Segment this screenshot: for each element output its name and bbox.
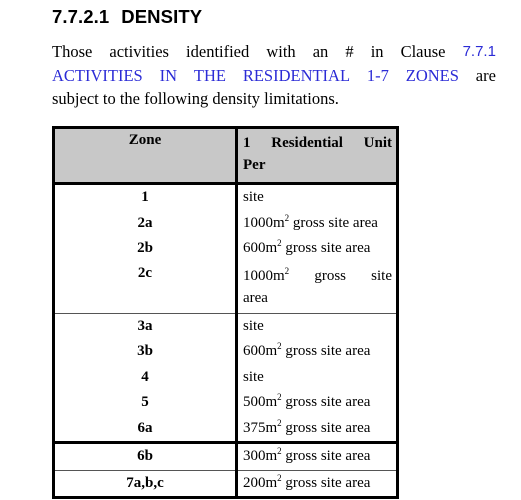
clause-title-link-word[interactable]: RESIDENTIAL [242,65,351,85]
section-number: 7.7.2.1 [52,6,110,27]
intro-paragraph [52,40,496,111]
unit-cell: site [237,184,398,211]
unit-cell: site [243,368,264,385]
unit-cell: $200m^2$ gross site area [237,470,398,498]
zone-cell: 2a [54,211,237,237]
table-row [54,443,398,471]
zone-cell: 3b [54,339,237,365]
zone-cell: 4 [54,365,237,391]
unit-cell: $600m^2$ gross site area [243,341,371,360]
unit-cell: $1000m^2$ gross site area [243,265,392,306]
clause-title-link-word[interactable]: IN [159,65,178,85]
clause-title-link-word[interactable]: 1-7 [366,65,389,85]
zone-cell: 3a [54,313,237,339]
unit-cell: $600m^2$ gross site area [243,238,371,257]
unit-cell: $500m^2$ gross site area [243,392,371,411]
zone-cell: 2c [54,262,237,314]
unit-cell: $300m^2$ gross site area [237,443,398,471]
density-table [52,126,399,499]
table-row [54,211,398,237]
table-row [54,416,398,443]
section-title: DENSITY [121,6,203,27]
clause-reference-link[interactable]: 7.7.1 [462,43,496,60]
intro-line-2: ACTIVITIES IN THE RESIDENTIAL 1-7 ZONES are [52,64,496,88]
table-row [54,184,398,211]
zone-cell: 7a,b,c [54,470,237,498]
unit-column-header: 1 Residential Unit Per [237,128,398,184]
table-row [54,313,398,339]
intro-line-1: Those activities identified with an # in Clause 7.7.1 [52,40,496,64]
zone-cell: 6b [54,443,237,471]
clause-title-link-word[interactable]: THE [193,65,226,85]
zone-cell: 2b [54,236,237,262]
zone-cell: 5 [54,390,237,416]
zone-column-header: Zone [54,128,237,184]
intro-line-3: subject to the following density limitations. [52,89,339,108]
unit-cell: $1000m^2$ gross site area [243,212,378,231]
zone-cell: 6a [54,416,237,443]
table-row [54,236,398,262]
clause-title-link-word[interactable]: ZONES [405,65,459,85]
zone-cell: 1 [54,184,237,211]
clause-title-link-word[interactable]: ACTIVITIES [52,65,143,85]
table-row [54,339,398,365]
table-header-row [54,128,398,184]
table-row [54,470,398,498]
table-row [54,365,398,391]
table-row [54,390,398,416]
unit-cell: site [237,313,398,339]
section-heading [52,6,202,28]
unit-cell: $375m^2$ gross site area [243,417,371,436]
table-row [54,262,398,314]
